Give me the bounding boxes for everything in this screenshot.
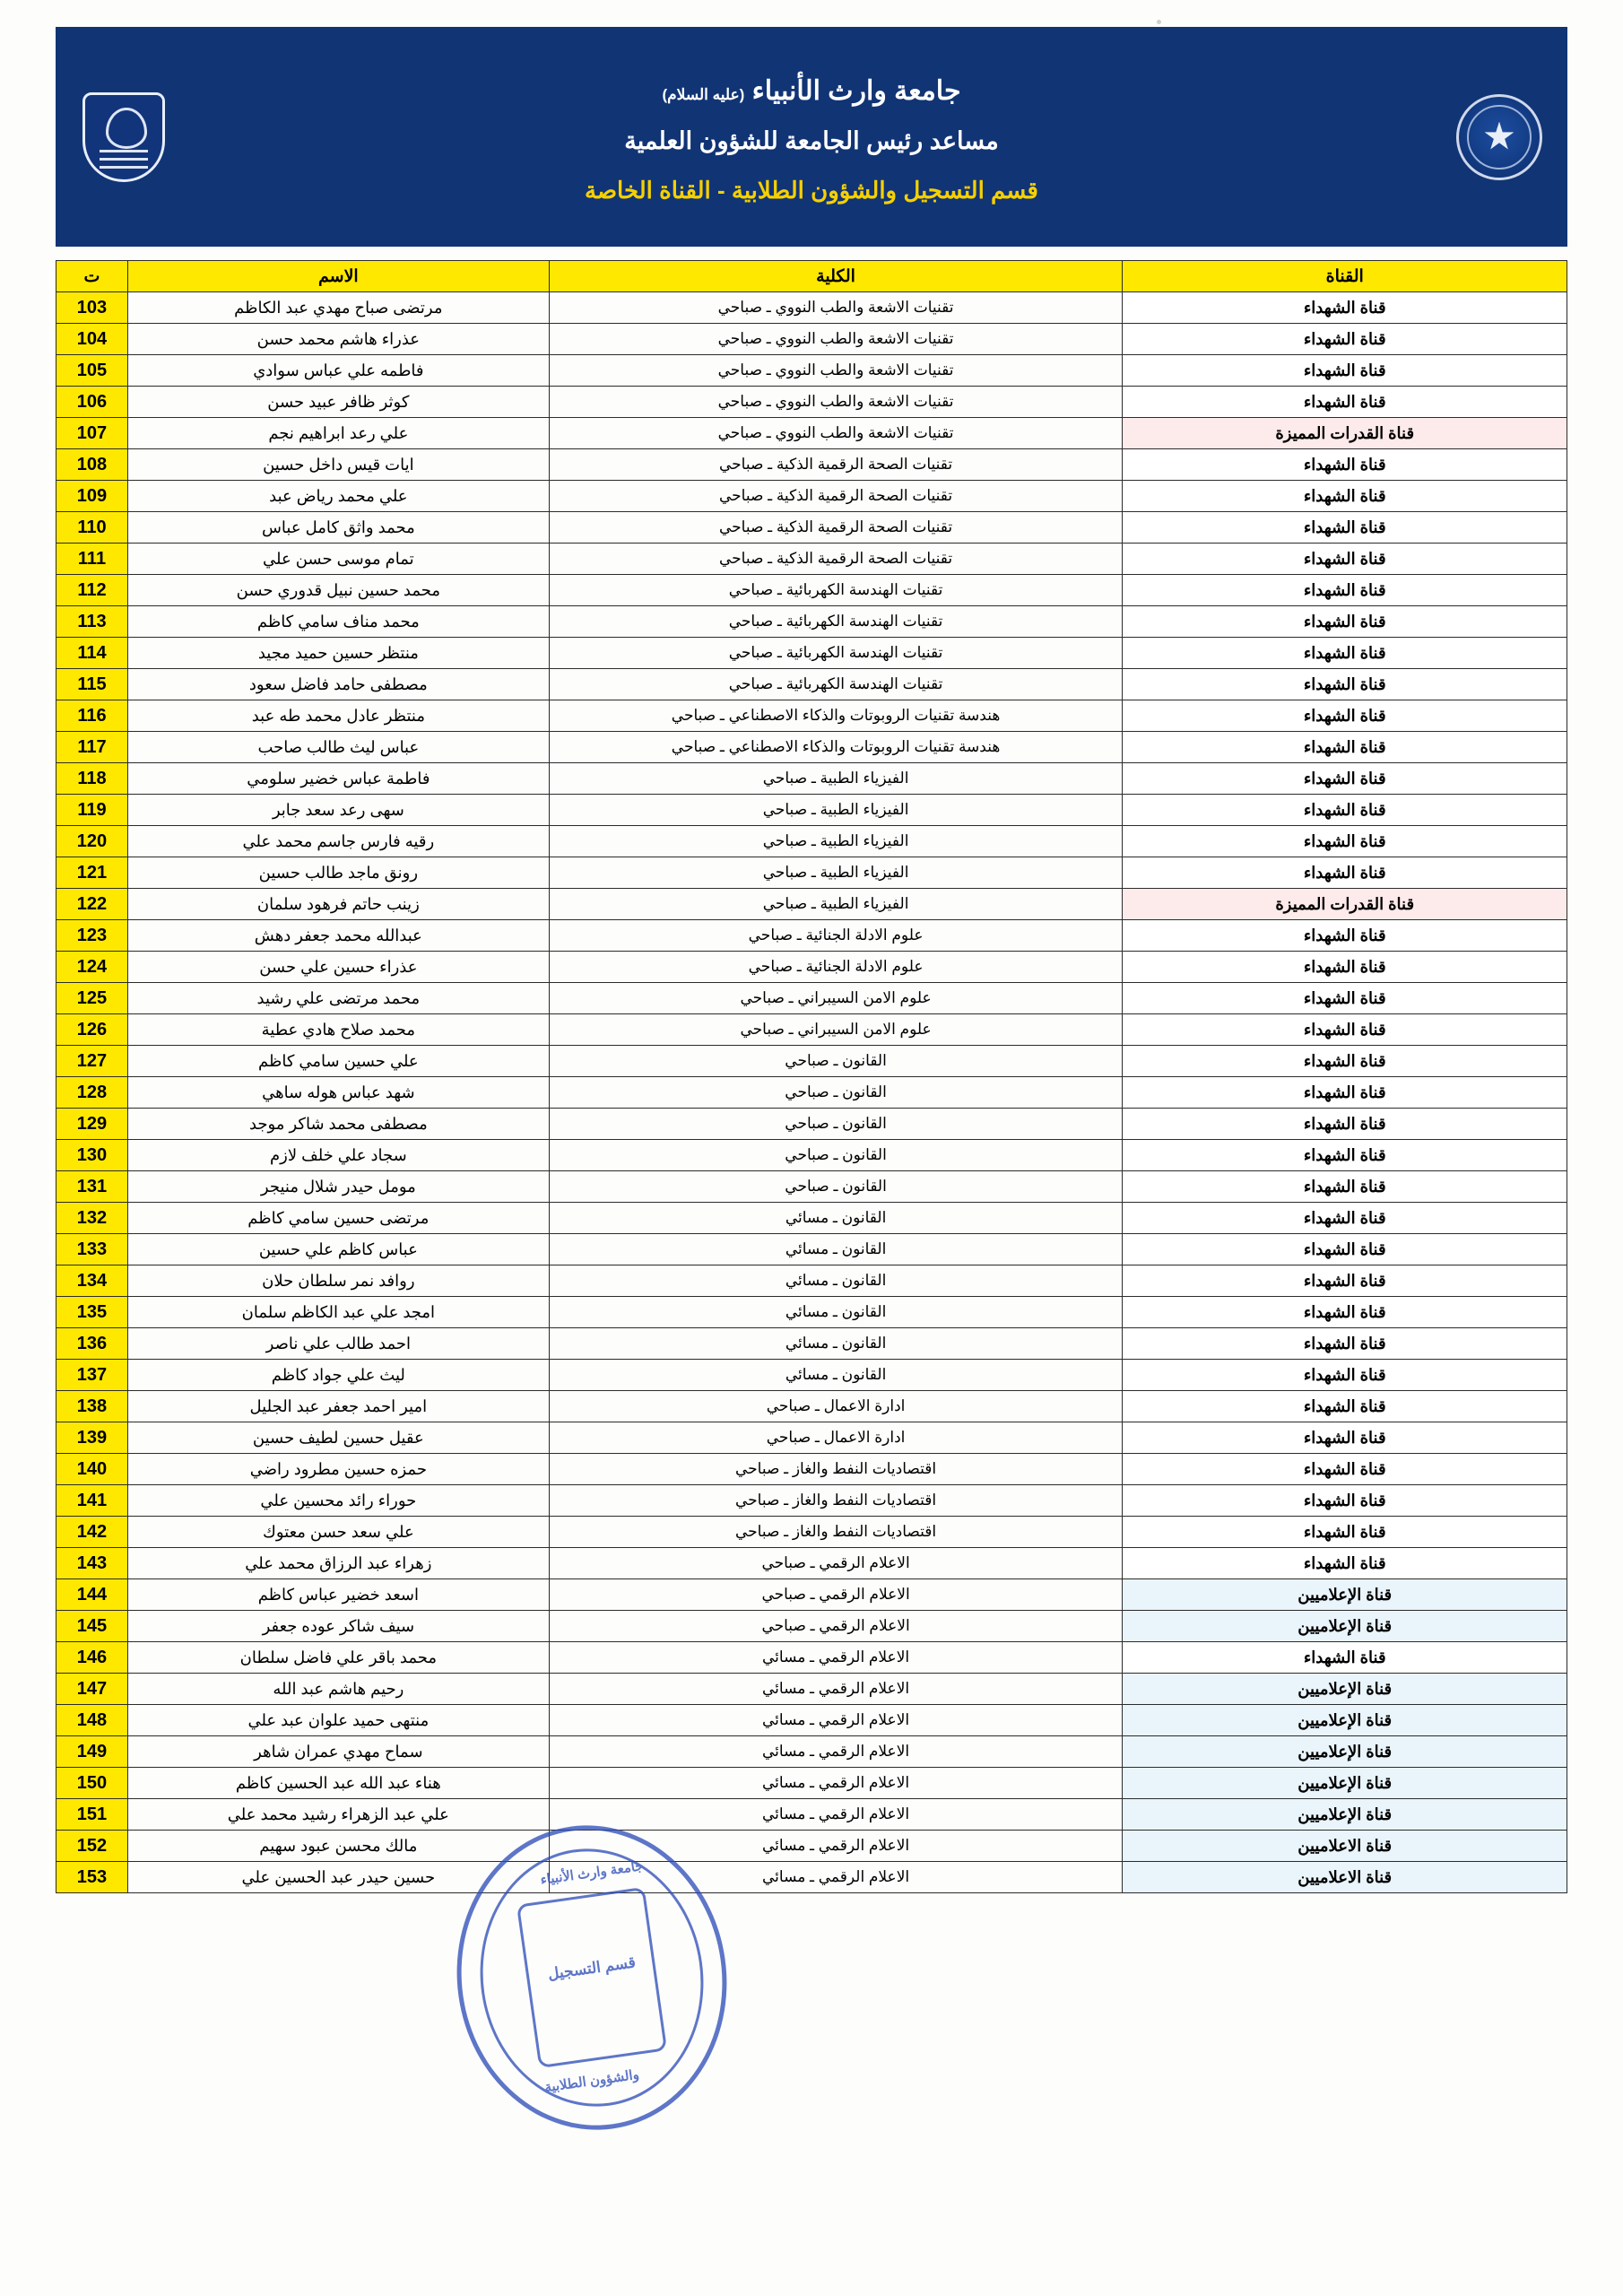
cell-channel: قناة الشهداء [1123,1454,1567,1485]
cell-number: 117 [56,732,128,763]
cell-college: الاعلام الرقمي ـ مسائي [549,1768,1123,1799]
cell-college: القانون ـ مسائي [549,1328,1123,1360]
cell-name: سماح مهدي عمران شاهر [127,1736,549,1768]
table-row [56,1046,1567,1077]
cell-college: الاعلام الرقمي ـ مسائي [549,1831,1123,1862]
table-row [56,1485,1567,1517]
table-row [56,1517,1567,1548]
cell-college: اقتصاديات النفط والغاز ـ صباحي [549,1485,1123,1517]
table-row [56,732,1567,763]
cell-channel: قناة الشهداء [1123,1014,1567,1046]
column-header-college: الكلية [549,261,1123,292]
cell-channel: قناة الشهداء [1123,1360,1567,1391]
cell-college: علوم الادلة الجنائية ـ صباحي [549,952,1123,983]
table-row [56,1203,1567,1234]
table-row [56,1642,1567,1674]
cell-name: رونق ماجد طالب حسين [127,857,549,889]
cell-channel: قناة الشهداء [1123,1171,1567,1203]
table-header-row [56,261,1567,292]
cell-name: مومل حيدر شلال منيجر [127,1171,549,1203]
cell-number: 114 [56,638,128,669]
cell-channel: قناة الشهداء [1123,700,1567,732]
cell-college: القانون ـ صباحي [549,1109,1123,1140]
cell-college: الاعلام الرقمي ـ صباحي [549,1548,1123,1579]
table-row [56,1831,1567,1862]
table-row [56,1077,1567,1109]
table-row [56,481,1567,512]
column-header-name: الاسم [127,261,549,292]
cell-number: 107 [56,418,128,449]
cell-name: منتظر حسين حميد مجيد [127,638,549,669]
cell-number: 140 [56,1454,128,1485]
cell-college: تقنيات الاشعة والطب النووي ـ صباحي [549,292,1123,324]
cell-channel: قناة الشهداء [1123,544,1567,575]
cell-number: 113 [56,606,128,638]
university-name-suffix: (عليه السلام) [662,85,745,103]
table-row [56,544,1567,575]
cell-channel: قناة الشهداء [1123,512,1567,544]
table-row [56,1265,1567,1297]
cell-number: 150 [56,1768,128,1799]
cell-college: تقنيات الصحة الرقمية الذكية ـ صباحي [549,512,1123,544]
table-row [56,512,1567,544]
cell-channel: قناة الشهداء [1123,449,1567,481]
cell-channel: قناة الإعلاميين [1123,1736,1567,1768]
cell-college: هندسة تقنيات الروبوتات والذكاء الاصطناعي ـ صباحي [549,700,1123,732]
cell-number: 142 [56,1517,128,1548]
cell-college: ادارة الاعمال ـ صباحي [549,1391,1123,1422]
cell-channel: قناة الشهداء [1123,1642,1567,1674]
cell-college: تقنيات الهندسة الكهربائية ـ صباحي [549,606,1123,638]
cell-channel: قناة الإعلاميين [1123,1611,1567,1642]
table-row [56,795,1567,826]
cell-college: تقنيات الاشعة والطب النووي ـ صباحي [549,418,1123,449]
table-row [56,575,1567,606]
cell-name: ايات قيس داخل حسين [127,449,549,481]
table-row [56,387,1567,418]
cell-number: 115 [56,669,128,700]
cell-number: 126 [56,1014,128,1046]
cell-channel: قناة الإعلاميين [1123,1674,1567,1705]
cell-number: 130 [56,1140,128,1171]
cell-name: محمد مرتضى علي رشيد [127,983,549,1014]
cell-college: تقنيات الاشعة والطب النووي ـ صباحي [549,324,1123,355]
cell-name: حوراء رائد محسين علي [127,1485,549,1517]
cell-channel: قناة الشهداء [1123,324,1567,355]
cell-college: القانون ـ صباحي [549,1046,1123,1077]
cell-number: 149 [56,1736,128,1768]
cell-number: 147 [56,1674,128,1705]
cell-name: علي سعد حسن معتوك [127,1517,549,1548]
cell-channel: قناة الشهداء [1123,1203,1567,1234]
table-row [56,449,1567,481]
cell-number: 127 [56,1046,128,1077]
cell-channel: قناة الشهداء [1123,387,1567,418]
cell-number: 133 [56,1234,128,1265]
table-body [56,292,1567,1893]
cell-college: القانون ـ صباحي [549,1077,1123,1109]
cell-name: سيف شاكر عوده جعفر [127,1611,549,1642]
cell-college: تقنيات الاشعة والطب النووي ـ صباحي [549,355,1123,387]
cell-number: 152 [56,1831,128,1862]
cell-college: الفيزياء الطبية ـ صباحي [549,826,1123,857]
cell-college: علوم الامن السيبراني ـ صباحي [549,1014,1123,1046]
cell-number: 120 [56,826,128,857]
cell-college: تقنيات الصحة الرقمية الذكية ـ صباحي [549,449,1123,481]
cell-name: مرتضى صباح مهدي عبد الكاظم [127,292,549,324]
cell-channel: قناة الشهداء [1123,795,1567,826]
cell-name: فاطمه علي عباس سوادي [127,355,549,387]
table-row [56,292,1567,324]
cell-channel: قناة الشهداء [1123,1391,1567,1422]
cell-college: هندسة تقنيات الروبوتات والذكاء الاصطناعي ـ صباحي [549,732,1123,763]
cell-number: 111 [56,544,128,575]
table-row [56,1736,1567,1768]
cell-channel: قناة الشهداء [1123,1046,1567,1077]
cell-name: عذراء حسين علي حسن [127,952,549,983]
department-line: قسم التسجيل والشؤون الطلابية - القناة الخاصة [585,177,1038,204]
cell-channel: قناة القدرات المميزة [1123,889,1567,920]
table-row [56,1548,1567,1579]
cell-number: 123 [56,920,128,952]
table-row [56,638,1567,669]
cell-college: القانون ـ مسائي [549,1360,1123,1391]
cell-college: اقتصاديات النفط والغاز ـ صباحي [549,1454,1123,1485]
students-table [56,260,1567,1893]
document-header [56,27,1567,247]
cell-channel: قناة الشهداء [1123,732,1567,763]
cell-number: 124 [56,952,128,983]
cell-name: محمد مناف سامي كاظم [127,606,549,638]
cell-number: 153 [56,1862,128,1893]
cell-name: زينب حاتم فرهود سلمان [127,889,549,920]
cell-college: الفيزياء الطبية ـ صباحي [549,857,1123,889]
cell-college: الاعلام الرقمي ـ مسائي [549,1705,1123,1736]
cell-channel: قناة الشهداء [1123,1485,1567,1517]
cell-name: مصطفى محمد شاكر موجد [127,1109,549,1140]
cell-number: 134 [56,1265,128,1297]
table-row [56,700,1567,732]
cell-channel: قناة الشهداء [1123,1109,1567,1140]
cell-channel: قناة الاعلاميين [1123,1862,1567,1893]
cell-channel: قناة الشهداء [1123,1077,1567,1109]
stamp-line-1: جامعة وارث الأنبياء [539,1858,645,1888]
table-row [56,1422,1567,1454]
cell-number: 151 [56,1799,128,1831]
cell-college: الاعلام الرقمي ـ مسائي [549,1642,1123,1674]
cell-number: 116 [56,700,128,732]
cell-number: 122 [56,889,128,920]
cell-channel: قناة الشهداء [1123,826,1567,857]
table-row [56,1360,1567,1391]
cell-name: فاطمة عباس خضير سلومي [127,763,549,795]
cell-number: 135 [56,1297,128,1328]
cell-number: 144 [56,1579,128,1611]
cell-college: اقتصاديات النفط والغاز ـ صباحي [549,1517,1123,1548]
table-row [56,1611,1567,1642]
cell-name: علي محمد رياض عبد [127,481,549,512]
table-row [56,1297,1567,1328]
cell-name: منتهى حميد علوان عبد علي [127,1705,549,1736]
cell-channel: قناة الشهداء [1123,1517,1567,1548]
table-row [56,1014,1567,1046]
cell-channel: قناة الشهداء [1123,355,1567,387]
stamp-core [516,1887,667,2068]
cell-number: 136 [56,1328,128,1360]
cell-name: عباس ليث طالب صاحب [127,732,549,763]
cell-college: تقنيات الاشعة والطب النووي ـ صباحي [549,387,1123,418]
cell-college: تقنيات الصحة الرقمية الذكية ـ صباحي [549,481,1123,512]
cell-number: 106 [56,387,128,418]
cell-number: 109 [56,481,128,512]
table-row [56,606,1567,638]
cell-college: الاعلام الرقمي ـ صباحي [549,1611,1123,1642]
cell-college: الفيزياء الطبية ـ صباحي [549,795,1123,826]
table-row [56,763,1567,795]
cell-college: القانون ـ مسائي [549,1234,1123,1265]
cell-name: حسين حيدر عبد الحسين علي [127,1862,549,1893]
university-name [172,71,1451,113]
cell-number: 148 [56,1705,128,1736]
cell-name: تمام موسى حسن علي [127,544,549,575]
cell-name: مصطفى حامد فاضل سعود [127,669,549,700]
cell-name: حمزه حسين مطرود راضي [127,1454,549,1485]
cell-number: 125 [56,983,128,1014]
cell-channel: قناة الإعلاميين [1123,1768,1567,1799]
cell-channel: قناة الشهداء [1123,1422,1567,1454]
cell-channel: قناة الشهداء [1123,1265,1567,1297]
cell-name: عباس كاظم علي حسين [127,1234,549,1265]
cell-number: 110 [56,512,128,544]
cell-channel: قناة الشهداء [1123,1140,1567,1171]
cell-number: 139 [56,1422,128,1454]
cell-number: 137 [56,1360,128,1391]
cell-channel: قناة الشهداء [1123,638,1567,669]
table-row [56,1171,1567,1203]
cell-name: مالك محسن عبود سهيم [127,1831,549,1862]
table-row [56,1391,1567,1422]
cell-college: علوم الامن السيبراني ـ صباحي [549,983,1123,1014]
table-row [56,952,1567,983]
cell-name: عبدالله محمد جعفر دهش [127,920,549,952]
cell-name: سهى رعد سعد جابر [127,795,549,826]
cell-college: الفيزياء الطبية ـ صباحي [549,763,1123,795]
cell-channel: قناة الشهداء [1123,952,1567,983]
cell-number: 131 [56,1171,128,1203]
table-row [56,1140,1567,1171]
cell-name: اسعد خضير عباس كاظم [127,1579,549,1611]
cell-channel: قناة الشهداء [1123,920,1567,952]
table-row [56,1234,1567,1265]
cell-name: ليث علي جواد كاظم [127,1360,549,1391]
cell-number: 138 [56,1391,128,1422]
cell-number: 103 [56,292,128,324]
university-seal-icon [1451,89,1548,186]
table-row [56,1862,1567,1893]
cell-name: علي حسين سامي كاظم [127,1046,549,1077]
cell-channel: قناة الشهداء [1123,606,1567,638]
speck [1157,20,1161,24]
stamp-line-2: قسم التسجيل [546,1953,638,1983]
university-name-text: جامعة وارث الأنبياء [751,75,961,106]
cell-name: مرتضى حسين سامي كاظم [127,1203,549,1234]
cell-number: 104 [56,324,128,355]
table-row [56,889,1567,920]
cell-name: محمد باقر علي فاضل سلطان [127,1642,549,1674]
cell-channel: قناة الشهداء [1123,983,1567,1014]
cell-name: محمد حسين نبيل قدوري حسن [127,575,549,606]
university-crest-icon [75,89,172,186]
cell-channel: قناة الإعلاميين [1123,1579,1567,1611]
table-row [56,983,1567,1014]
cell-name: رحيم هاشم عبد الله [127,1674,549,1705]
cell-name: امجد علي عبد الكاظم سلمان [127,1297,549,1328]
table-row [56,1674,1567,1705]
cell-college: الاعلام الرقمي ـ مسائي [549,1799,1123,1831]
cell-channel: قناة الشهداء [1123,1328,1567,1360]
cell-college: علوم الادلة الجنائية ـ صباحي [549,920,1123,952]
cell-college: ادارة الاعمال ـ صباحي [549,1422,1123,1454]
cell-college: القانون ـ صباحي [549,1140,1123,1171]
cell-number: 121 [56,857,128,889]
cell-college: تقنيات الهندسة الكهربائية ـ صباحي [549,669,1123,700]
table-row [56,418,1567,449]
table-row [56,1705,1567,1736]
cell-number: 108 [56,449,128,481]
assistant-president-line: مساعد رئيس الجامعة للشؤون العلمية [624,127,999,155]
cell-number: 118 [56,763,128,795]
cell-number: 105 [56,355,128,387]
column-header-num: ت [56,261,128,292]
cell-college: الاعلام الرقمي ـ مسائي [549,1736,1123,1768]
header-text-block [172,65,1451,209]
cell-channel: قناة الشهداء [1123,1548,1567,1579]
cell-channel: قناة الشهداء [1123,292,1567,324]
table-row [56,1768,1567,1799]
stamp-line-3: والشؤون الطلابية [543,2066,640,2096]
cell-number: 132 [56,1203,128,1234]
cell-number: 112 [56,575,128,606]
cell-name: رقيه فارس جاسم محمد علي [127,826,549,857]
cell-name: منتظر عادل محمد طه عبد [127,700,549,732]
cell-channel: قناة القدرات المميزة [1123,418,1567,449]
cell-number: 119 [56,795,128,826]
table-row [56,1799,1567,1831]
cell-name: احمد طالب علي ناصر [127,1328,549,1360]
cell-channel: قناة الشهداء [1123,857,1567,889]
cell-name: عقيل حسين لطيف حسين [127,1422,549,1454]
cell-number: 141 [56,1485,128,1517]
cell-name: كوثر ظافر عبيد حسن [127,387,549,418]
cell-channel: قناة الإعلاميين [1123,1705,1567,1736]
table-row [56,669,1567,700]
cell-name: عذراء هاشم محمد حسن [127,324,549,355]
table-row [56,1579,1567,1611]
cell-number: 143 [56,1548,128,1579]
cell-college: تقنيات الهندسة الكهربائية ـ صباحي [549,575,1123,606]
table-row [56,1109,1567,1140]
cell-college: القانون ـ صباحي [549,1171,1123,1203]
table-row [56,857,1567,889]
cell-college: القانون ـ مسائي [549,1297,1123,1328]
cell-college: القانون ـ مسائي [549,1265,1123,1297]
table-row [56,324,1567,355]
cell-name: محمد واثق كامل عباس [127,512,549,544]
cell-college: الفيزياء الطبية ـ صباحي [549,889,1123,920]
cell-name: علي عبد الزهراء رشيد محمد علي [127,1799,549,1831]
cell-name: محمد صلاح هادي عطية [127,1014,549,1046]
cell-name: روافد نمر سلطان حلان [127,1265,549,1297]
cell-name: هناء عبد الله عبد الحسين كاظم [127,1768,549,1799]
cell-college: تقنيات الصحة الرقمية الذكية ـ صباحي [549,544,1123,575]
table-row [56,826,1567,857]
table-row [56,1328,1567,1360]
cell-college: الاعلام الرقمي ـ مسائي [549,1674,1123,1705]
cell-number: 128 [56,1077,128,1109]
cell-channel: قناة الشهداء [1123,1297,1567,1328]
cell-college: تقنيات الهندسة الكهربائية ـ صباحي [549,638,1123,669]
cell-name: شهد عباس هوله ساهي [127,1077,549,1109]
cell-number: 145 [56,1611,128,1642]
cell-channel: قناة الإعلاميين [1123,1799,1567,1831]
cell-name: علي رعد ابراهيم نجم [127,418,549,449]
table-row [56,355,1567,387]
table-row [56,920,1567,952]
cell-name: سجاد علي خلف لازم [127,1140,549,1171]
table-row [56,1454,1567,1485]
cell-name: امير احمد جعفر عبد الجليل [127,1391,549,1422]
column-header-channel: القناة [1123,261,1567,292]
cell-number: 129 [56,1109,128,1140]
cell-channel: قناة الشهداء [1123,575,1567,606]
cell-college: الاعلام الرقمي ـ صباحي [549,1579,1123,1611]
cell-name: زهراء عبد الرزاق محمد علي [127,1548,549,1579]
cell-channel: قناة الاعلاميين [1123,1831,1567,1862]
cell-channel: قناة الشهداء [1123,763,1567,795]
cell-college: الاعلام الرقمي ـ مسائي [549,1862,1123,1893]
cell-channel: قناة الشهداء [1123,669,1567,700]
cell-number: 146 [56,1642,128,1674]
cell-college: القانون ـ مسائي [549,1203,1123,1234]
cell-channel: قناة الشهداء [1123,481,1567,512]
cell-channel: قناة الشهداء [1123,1234,1567,1265]
